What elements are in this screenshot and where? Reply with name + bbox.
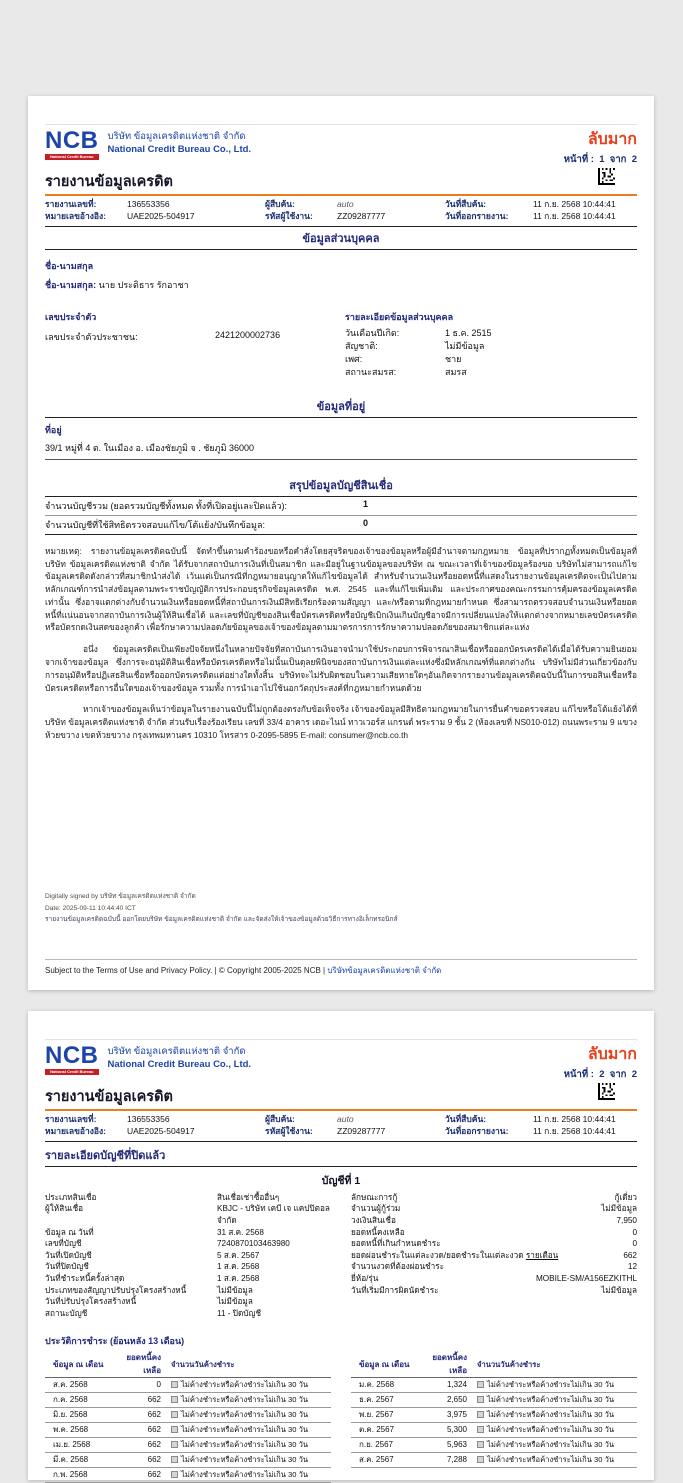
history-row	[351, 1393, 637, 1408]
account-no-label: เลขที่บัญชี	[45, 1239, 82, 1249]
birthdate-value: 1 ธ.ค. 2515	[445, 327, 492, 338]
loan-character-value: กู้เดี่ยว	[614, 1192, 637, 1202]
loan-type-value: สินเชื่อเช่าซื้ออื่นๆ	[217, 1192, 280, 1202]
summary-total-label: จำนวนบัญชีรวม (ยอดรวมบัญชีทั้งหมด ทั้งที่เปิดอยู่และปิดแล้ว):	[45, 500, 288, 511]
summary-disputed-value: 0	[363, 517, 369, 528]
history-month: พ.ย. 2567	[359, 1410, 394, 1420]
loan-character-label: ลักษณะการกู้	[351, 1192, 398, 1202]
no-overdue-checkbox-icon	[477, 1441, 484, 1448]
history-row	[351, 1438, 637, 1453]
page-footer	[45, 959, 637, 977]
data-as-of-label: ข้อมูล ณ วันที่	[45, 1227, 94, 1237]
history-month: เม.ย. 2568	[53, 1440, 91, 1450]
payment-history-tables	[45, 1351, 637, 1483]
data-as-of-value: 31 ส.ค. 2568	[217, 1227, 264, 1237]
personal-details-column	[345, 310, 637, 379]
section-closed-accounts-title: รายละเอียดบัญชีที่ปิดแล้ว	[45, 1144, 637, 1167]
searcher-value: auto	[337, 198, 354, 209]
report-page-1	[28, 96, 654, 990]
default-start-date-label: วันที่เริ่มมีการผิดนัดชำระ	[351, 1285, 439, 1295]
installment-count-label: จำนวนงวดที่ต้องผ่อนชำระ	[351, 1262, 444, 1272]
co-borrowers-label: จำนวนผู้กู้ร่วม	[351, 1204, 401, 1214]
open-date-label: วันที่เปิดบัญชี	[45, 1250, 92, 1260]
company-name-th: บริษัท ข้อมูลเครดิตแห่งชาติ จำกัด	[107, 1046, 246, 1057]
installment-label: ยอดผ่อนชำระในแต่ละงวด/ยอดชำระในแต่ละงวด รายเดือน	[351, 1250, 559, 1260]
user-id-value: ZZ09287777	[337, 211, 386, 222]
history-status: ไม่ค้างชำระหรือค้างชำระไม่เกิน 30 วัน	[471, 1408, 637, 1422]
overdue-amount-value: 0	[632, 1239, 637, 1249]
history-status: ไม่ค้างชำระหรือค้างชำระไม่เกิน 30 วัน	[165, 1438, 331, 1452]
account-1-title: บัญชีที่ 1	[321, 1174, 361, 1187]
report-meta-table	[45, 196, 637, 227]
note-paragraph-2: อนึ่ง ข้อมูลเครดิตเป็นเพียงปัจจัยหนึ่งในหลายปัจจัยที่สถาบันการเงินอาจนำมาใช้ประกอบการพิจารณาสินเชื่อหรือออกบัตรเครดิตได้เมื่อได้รับความยินยอมจากเจ้าของข้อมูล ซึ่งการจะอนุมัติสินเชื่อหรือบัตรเครดิตหรือไม่นั้นเป็นดุลยพินิจของสถาบันการเงินแต่ละแห่งซึ่งมีหลักเกณฑ์ที่แตกต่างกัน บริษัทไม่มีส่วนเกี่ยวข้องกับการอนุมัติหรือปฏิเสธสินเชื่อหรือออกบัตรเครดิตแต่อย่างใดทั้งสิ้น บริษัทจะไม่รับผิดชอบในความเสียหายใดๆอันเกิดจากรายงานข้อมูลเครดิตฉบับนี้ในการขอสินเชื่อหรือบัตรเครดิตหรือการอื่นใดของเจ้าของข้อมูล รวมทั้ง การนำเอาไปใช้นอกวัตถุประสงค์ที่กฎหมายกำหนดด้วย	[45, 644, 637, 693]
no-overdue-checkbox-icon	[477, 1381, 484, 1388]
company-name-th: บริษัท ข้อมูลเครดิตแห่งชาติ จำกัด	[107, 131, 246, 142]
no-overdue-checkbox-icon	[171, 1456, 178, 1463]
restructure-date-value: ไม่มีข้อมูล	[217, 1297, 253, 1307]
history-status: ไม่ค้างชำระหรือค้างชำระไม่เกิน 30 วัน	[471, 1378, 637, 1392]
nationality-label: สัญชาติ:	[345, 340, 378, 351]
history-month: ส.ค. 2568	[53, 1380, 88, 1390]
history-row	[45, 1423, 331, 1438]
installment-value: 662	[623, 1250, 637, 1260]
footer-company-link[interactable]: บริษัทข้อมูลเครดิตแห่งชาติ จำกัด	[327, 966, 442, 975]
co-borrowers-value: ไม่มีข้อมูล	[601, 1204, 637, 1214]
history-row	[351, 1378, 637, 1393]
history-status: ไม่ค้างชำระหรือค้างชำระไม่เกิน 30 วัน	[165, 1453, 331, 1467]
history-balance: 7,288	[446, 1455, 467, 1465]
summary-row-disputed	[45, 516, 637, 535]
history-balance: 5,963	[446, 1440, 467, 1450]
footer-text: Subject to the Terms of Use and Privacy Policy. | © Copyright 2005-2025 NCB |	[45, 966, 328, 975]
search-date-label: วันที่สืบค้น:	[445, 198, 487, 209]
col-days: จำนวนวันค้างชำระ	[171, 1359, 235, 1369]
page2-header	[45, 1011, 637, 1142]
report-title: รายงานข้อมูลเครดิต	[45, 173, 173, 190]
ncb-logo-banner: National Credit Bureau	[45, 154, 99, 160]
ncb-logo	[45, 127, 99, 160]
history-balance: 2,650	[446, 1395, 467, 1405]
details-section-header: รายละเอียดข้อมูลส่วนบุคคล	[345, 311, 454, 322]
user-id-label: รหัสผู้ใช้งาน:	[265, 1126, 313, 1137]
citizen-id-label: เลขประจำตัวประชาชน:	[45, 331, 138, 342]
col-month: ข้อมูล ณ เดือน	[359, 1359, 410, 1369]
history-month: ต.ค. 2567	[359, 1425, 395, 1435]
report-no-label: รายงานเลขที่:	[45, 198, 97, 209]
history-row	[351, 1423, 637, 1438]
history-month: พ.ค. 2568	[53, 1425, 89, 1435]
account-detail-fields	[45, 1192, 637, 1320]
id-section-header: เลขประจำตัว	[45, 311, 97, 322]
no-overdue-checkbox-icon	[477, 1426, 484, 1433]
ncb-logo-text: NCB	[45, 1042, 99, 1069]
ref-no-label: หมายเลขอ้างอิง:	[45, 1126, 106, 1137]
nationality-value: ไม่มีข้อมูล	[445, 340, 485, 351]
open-date-value: 5 ส.ค. 2567	[217, 1250, 260, 1260]
company-name-en: National Credit Bureau Co., Ltd.	[107, 1058, 252, 1070]
no-overdue-checkbox-icon	[171, 1426, 178, 1433]
loan-type-label: ประเภทสินเชื่อ	[45, 1192, 97, 1202]
confidential-label: ลับมาก	[587, 131, 637, 148]
history-status: ไม่ค้างชำระหรือค้างชำระไม่เกิน 30 วัน	[165, 1408, 331, 1422]
history-row	[351, 1453, 637, 1468]
history-status: ไม่ค้างชำระหรือค้างชำระไม่เกิน 30 วัน	[165, 1393, 331, 1407]
brand-model-label: ยี่ห้อ/รุ่น	[351, 1274, 379, 1283]
address-value: 39/1 หมู่ที่ 4 ต. ในเมือง อ. เมืองชัยภูมิ จ . ชัยภูมิ 36000	[45, 441, 637, 460]
section-address-title: ข้อมูลที่อยู่	[45, 395, 637, 418]
restructure-date-label: วันที่ปรับปรุงโครงสร้างหนี้	[45, 1297, 137, 1307]
brand-model-value: MOBILE-SM/A156EZKITHL	[535, 1274, 637, 1283]
history-balance: 662	[147, 1425, 161, 1435]
birthdate-label: วันเดือนปีเกิด:	[345, 327, 400, 338]
outstanding-balance-value: 0	[632, 1227, 637, 1237]
history-balance: 5,300	[446, 1425, 467, 1435]
no-overdue-checkbox-icon	[171, 1471, 178, 1478]
digital-signature-block	[45, 891, 397, 926]
datamatrix-icon	[598, 168, 615, 185]
col-balance: ยอดหนี้คงเหลือ	[126, 1353, 161, 1376]
history-status: ไม่ค้างชำระหรือค้างชำระไม่เกิน 30 วัน	[471, 1453, 637, 1467]
history-month: ก.พ. 2568	[53, 1470, 88, 1480]
ncb-logo-text: NCB	[45, 127, 99, 154]
account-status-label: สถานะบัญชี	[45, 1308, 88, 1318]
company-name-en: National Credit Bureau Co., Ltd.	[107, 143, 252, 155]
history-status: ไม่ค้างชำระหรือค้างชำระไม่เกิน 30 วัน	[471, 1393, 637, 1407]
id-column	[45, 310, 345, 379]
section-summary-title: สรุปข้อมูลบัญชีสินเชื่อ	[45, 474, 637, 497]
history-status: ไม่ค้างชำระหรือค้างชำระไม่เกิน 30 วัน	[165, 1378, 331, 1392]
top-hairline	[45, 1039, 637, 1040]
account-status-value: 11 - ปิดบัญชี	[217, 1308, 262, 1318]
issue-date-value: 11 ก.ย. 2568 10:44:41	[533, 211, 616, 222]
history-row	[45, 1378, 331, 1393]
disclaimer-notes	[45, 545, 637, 742]
report-page-2	[28, 1011, 654, 1480]
history-month: ก.ย. 2567	[359, 1440, 393, 1450]
search-date-value: 11 ก.ย. 2568 10:44:41	[533, 1113, 616, 1124]
history-month: ม.ค. 2568	[359, 1380, 395, 1390]
history-header-row	[351, 1351, 637, 1378]
history-balance: 662	[147, 1440, 161, 1450]
no-overdue-checkbox-icon	[171, 1381, 178, 1388]
history-row	[351, 1408, 637, 1423]
no-overdue-checkbox-icon	[171, 1411, 178, 1418]
searcher-value: auto	[337, 1113, 354, 1124]
restructure-type-label: ประเภทของสัญญาปรับปรุงโครงสร้างหนี้	[45, 1285, 187, 1295]
credit-limit-value: 7,950	[616, 1216, 637, 1226]
datamatrix-icon	[598, 1083, 615, 1100]
history-status: ไม่ค้างชำระหรือค้างชำระไม่เกิน 30 วัน	[471, 1438, 637, 1452]
no-overdue-checkbox-icon	[171, 1441, 178, 1448]
page-number: หน้าที่ : 1 จาก 2	[563, 153, 637, 165]
report-no-value: 136553356	[127, 198, 170, 209]
history-header-row	[45, 1351, 331, 1378]
payment-history-right-table	[351, 1351, 637, 1483]
no-overdue-checkbox-icon	[477, 1456, 484, 1463]
account-fields-right	[351, 1192, 637, 1320]
name-value: นาย ประดิธาร รักอาชา	[98, 279, 189, 290]
history-status: ไม่ค้างชำระหรือค้างชำระไม่เกิน 30 วัน	[471, 1423, 637, 1437]
payment-history-left-table	[45, 1351, 331, 1483]
user-id-label: รหัสผู้ใช้งาน:	[265, 211, 313, 222]
history-balance: 662	[147, 1455, 161, 1465]
history-row	[45, 1408, 331, 1423]
ncb-logo	[45, 1042, 99, 1075]
name-label: ชื่อ-นามสกุล:	[45, 279, 97, 290]
history-month: ธ.ค. 2567	[359, 1395, 394, 1405]
note-paragraph-1: หมายเหตุ: รายงานข้อมูลเครดิตฉบับนี้ จัดทำขึ้นตามคำร้องขอหรือคำสั่งโดยสุจริตของเจ้าของข้อมูลหรือผู้มีอำนาจตามกฎหมาย ข้อมูลที่ปรากฏทั้งหมดเป็นข้อมูลที่บริษัท ข้อมูลเครดิตแห่งชาติ จำกัด ได้รับจากสถาบันการเงินที่เป็นสมาชิก และมีอยู่ในฐานข้อมูลของบริษัท ณ ขณะเวลาที่เจ้าของข้อมูลร้องขอ บริษัทไม่สามารถแก้ไขข้อมูลเครดิตดังกล่าวที่สมาชิกนำส่งได้ เว้นแต่เป็นกรณีที่กฎหมายอนุญาตให้แก้ไขข้อมูลได้ สำหรับจำนวนเงินหรือยอดหนี้ที่แสดงในรายงานข้อมูลเครดิตจะเป็นไปตามหลักเกณฑ์การนำส่งข้อมูลตามพระราชบัญญัติการประกอบธุรกิจข้อมูลเครดิต พ.ศ. 2545 และที่แก้ไขเพิ่มเติม และประกาศของคณะกรรมการคุ้มครองข้อมูลเครดิตเท่านั้น ซึ่งอาจแตกต่างกับจำนวนเงินหรือยอดหนี้ที่สถาบันการเงินมีสิทธิเรียกร้องตามสัญญา และ/หรือตามที่กฎหมายกำหนด ซึ่งสามารถตรวจสอบจำนวนเงินหรือยอดหนี้ที่แน่นอนจากสถาบันการเงินผู้ให้สินเชื่อได้ และเลขที่บัญชีของสินเชื่อบัตรเครดิตหรือบัญชีเบิกเงินเกินบัญชีอาจมีการเปลี่ยนแปลงให้แตกต่างจากหมายเลขบัตรเครดิตหรือบัตรกดเงินสดของลูกค้า เพื่อรักษาความปลอดภัยข้อมูลของเจ้าของข้อมูลตามมาตรการการรักษาความปลอดภัยของสมาชิกแต่ละแห่ง	[45, 545, 637, 633]
history-month: ก.ค. 2568	[53, 1395, 88, 1405]
report-no-value: 136553356	[127, 1113, 170, 1124]
no-overdue-checkbox-icon	[477, 1411, 484, 1418]
last-payment-date-value: 1 ส.ค. 2568	[217, 1274, 260, 1283]
ref-no-label: หมายเลขอ้างอิง:	[45, 211, 106, 222]
col-month: ข้อมูล ณ เดือน	[53, 1359, 104, 1369]
no-overdue-checkbox-icon	[171, 1396, 178, 1403]
searcher-label: ผู้สืบค้น:	[265, 1113, 295, 1124]
history-balance: 662	[147, 1470, 161, 1480]
issue-date-value: 11 ก.ย. 2568 10:44:41	[533, 1126, 616, 1137]
page-number: หน้าที่ : 2 จาก 2	[563, 1068, 637, 1080]
summary-disputed-label: จำนวนบัญชีที่ใช้สิทธิตรวจสอบแก้ไข/โต้แย้ง/บันทึกข้อมูล:	[45, 519, 265, 530]
address-header: ที่อยู่	[45, 424, 62, 435]
history-balance: 0	[156, 1380, 161, 1390]
gender-label: เพศ:	[345, 353, 363, 364]
ref-no-value: UAE2025-504917	[127, 1126, 195, 1137]
close-date-value: 1 ส.ค. 2568	[217, 1262, 260, 1272]
summary-row-total	[45, 497, 637, 516]
history-balance: 1,324	[446, 1380, 467, 1390]
account-no-value: 7240870103463980	[217, 1239, 290, 1249]
last-payment-date-label: วันที่ชำระหนี้ครั้งล่าสุด	[45, 1274, 125, 1283]
account-fields-left	[45, 1192, 345, 1320]
history-balance: 3,975	[446, 1410, 467, 1420]
signature-line-2: Date: 2025-09-11 10:44:40 ICT	[45, 904, 136, 912]
col-days: จำนวนวันค้างชำระ	[477, 1359, 541, 1369]
ref-no-value: UAE2025-504917	[127, 211, 195, 222]
search-date-label: วันที่สืบค้น:	[445, 1113, 487, 1124]
note-paragraph-3: หากเจ้าของข้อมูลเห็นว่าข้อมูลในรายงานฉบับนี้ไม่ถูกต้องตรงกับข้อเท็จจริง เจ้าของข้อมูลมีสิทธิตามกฎหมายในการยื่นคำขอตรวจสอบ แก้ไขหรือโต้แย้งได้ที่ บริษัท ข้อมูลเครดิตแห่งชาติ จำกัด ส่วนรับเรื่องร้องเรียน เลขที่ 33/4 อาคาร เดอะไนน์ ทาวเวอร์ส แกรนด์ พระราม 9 ชั้น 2 (ห้องเลขที่ NS010-012) ถนนพระราม 9 แขวงห้วยขวาง เขตห้วยขวาง กรุงเทพมหานคร 10310 โทรสาร 0-2095-5895 E-mail: consumer@ncb.co.th	[45, 704, 637, 740]
issue-date-label: วันที่ออกรายงาน:	[445, 211, 509, 222]
history-status: ไม่ค้างชำระหรือค้างชำระไม่เกิน 30 วัน	[165, 1468, 331, 1482]
credit-limit-label: วงเงินสินเชื่อ	[351, 1216, 396, 1226]
top-hairline	[45, 124, 637, 125]
history-row	[45, 1438, 331, 1453]
history-balance: 662	[147, 1410, 161, 1420]
payment-history-title: ประวัติการชำระ (ย้อนหลัง 13 เดือน)	[45, 1336, 185, 1347]
summary-total-value: 1	[363, 498, 369, 509]
marital-status-value: สมรส	[445, 366, 467, 377]
name-section-header: ชื่อ-นามสกุล	[45, 260, 94, 271]
history-status: ไม่ค้างชำระหรือค้างชำระไม่เกิน 30 วัน	[165, 1423, 331, 1437]
history-row	[45, 1468, 331, 1483]
col-balance: ยอดหนี้คงเหลือ	[432, 1353, 467, 1376]
history-month: มี.ค. 2568	[53, 1455, 89, 1465]
outstanding-balance-label: ยอดหนี้คงเหลือ	[351, 1227, 405, 1237]
no-overdue-checkbox-icon	[477, 1396, 484, 1403]
history-month: ส.ค. 2567	[359, 1455, 394, 1465]
restructure-type-value: ไม่มีข้อมูล	[217, 1285, 253, 1295]
page1-header	[45, 96, 637, 227]
section-personal-title: ข้อมูลส่วนบุคคล	[45, 227, 637, 250]
history-row	[45, 1453, 331, 1468]
ncb-logo-banner: National Credit Bureau	[45, 1069, 99, 1075]
history-balance: 662	[147, 1395, 161, 1405]
default-start-date-value: ไม่มีข้อมูล	[601, 1285, 637, 1295]
installment-count-value: 12	[627, 1262, 637, 1272]
issue-date-label: วันที่ออกรายงาน:	[445, 1126, 509, 1137]
history-row	[45, 1393, 331, 1408]
report-title: รายงานข้อมูลเครดิต	[45, 1088, 173, 1105]
close-date-label: วันที่ปิดบัญชี	[45, 1262, 89, 1272]
signature-line-1: Digitally signed by บริษัท ข้อมูลเครดิตแห่งชาติ จำกัด	[45, 893, 196, 900]
marital-status-label: สถานะสมรส:	[345, 366, 397, 377]
user-id-value: ZZ09287777	[337, 1126, 386, 1137]
citizen-id-value: 2421200002736	[215, 329, 281, 340]
search-date-value: 11 ก.ย. 2568 10:44:41	[533, 198, 616, 209]
overdue-amount-label: ยอดหนี้ที่เกินกำหนดชำระ	[351, 1239, 441, 1249]
signature-line-3: รายงานข้อมูลเครดิตฉบับนี้ ออกโดยบริษัท ข้อมูลเครดิตแห่งชาติ จำกัด และจัดส่งให้เจ้าของข้อมูลด้วยวิธีการทางอิเล็กทรอนิกส์	[45, 916, 398, 924]
gender-value: ชาย	[445, 353, 462, 364]
history-month: มิ.ย. 2568	[53, 1410, 88, 1420]
confidential-label: ลับมาก	[587, 1046, 637, 1063]
lender-value: KBJC - บริษัท เคบี เจ แคปปิตอล จำกัด	[217, 1204, 330, 1226]
report-no-label: รายงานเลขที่:	[45, 1113, 97, 1124]
searcher-label: ผู้สืบค้น:	[265, 198, 295, 209]
lender-label: ผู้ให้สินเชื่อ	[45, 1204, 84, 1214]
report-meta-table	[45, 1111, 637, 1142]
